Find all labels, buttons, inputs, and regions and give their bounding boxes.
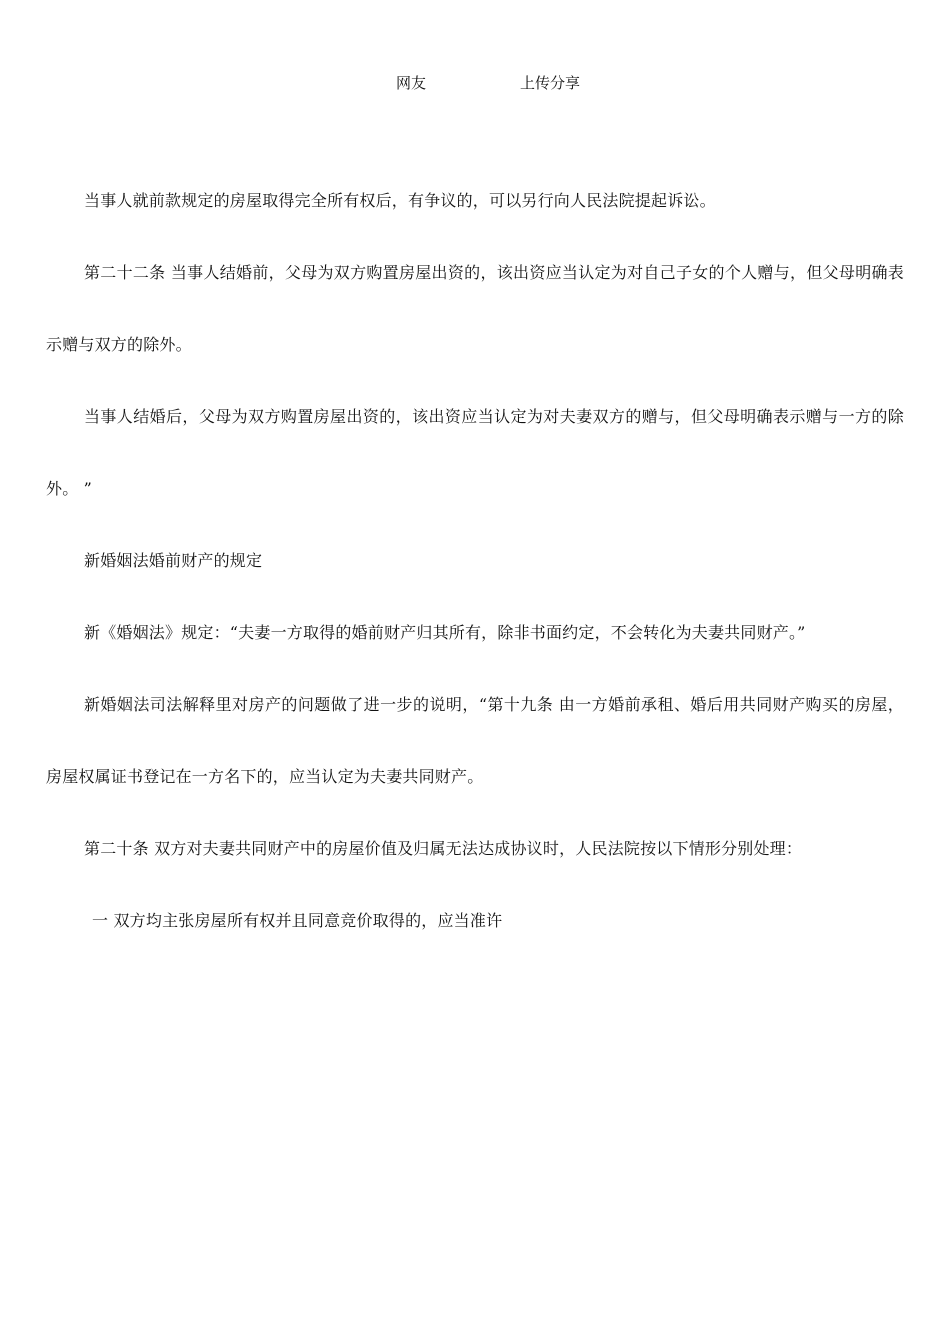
paragraph: 新《婚姻法》规定：“夫妻一方取得的婚前财产归其所有，除非书面约定，不会转化为夫妻共同财产。” — [84, 623, 806, 642]
list-item: 一 双方均主张房屋所有权并且同意竞价取得的，应当准许 — [92, 911, 503, 930]
paragraph: 新婚姻法司法解释里对房产的问题做了进一步的说明，“第十九条 由一方婚前承租、婚后用共同财产购买的房屋，房屋权属证书登记在一方名下的，应当认定为夫妻共同财产。 — [46, 695, 904, 786]
paragraph: 新婚姻法婚前财产的规定 — [84, 551, 263, 570]
document-body — [46, 165, 904, 957]
page-header — [0, 72, 950, 92]
paragraph: 当事人就前款规定的房屋取得完全所有权后，有争议的，可以另行向人民法院提起诉讼。 — [84, 191, 716, 210]
header-left-text: 网友 — [396, 74, 427, 92]
paragraph: 第二十二条 当事人结婚前，父母为双方购置房屋出资的，该出资应当认定为对自己子女的个人赠与，但父母明确表示赠与双方的除外。 — [46, 263, 904, 354]
paragraph: 当事人结婚后，父母为双方购置房屋出资的，该出资应当认定为对夫妻双方的赠与，但父母明确表示赠与一方的除外。 ” — [46, 407, 904, 498]
paragraph: 第二十条 双方对夫妻共同财产中的房屋价值及归属无法达成协议时，人民法院按以下情形分别处理： — [84, 839, 803, 858]
header-right-text: 上传分享 — [520, 74, 581, 92]
